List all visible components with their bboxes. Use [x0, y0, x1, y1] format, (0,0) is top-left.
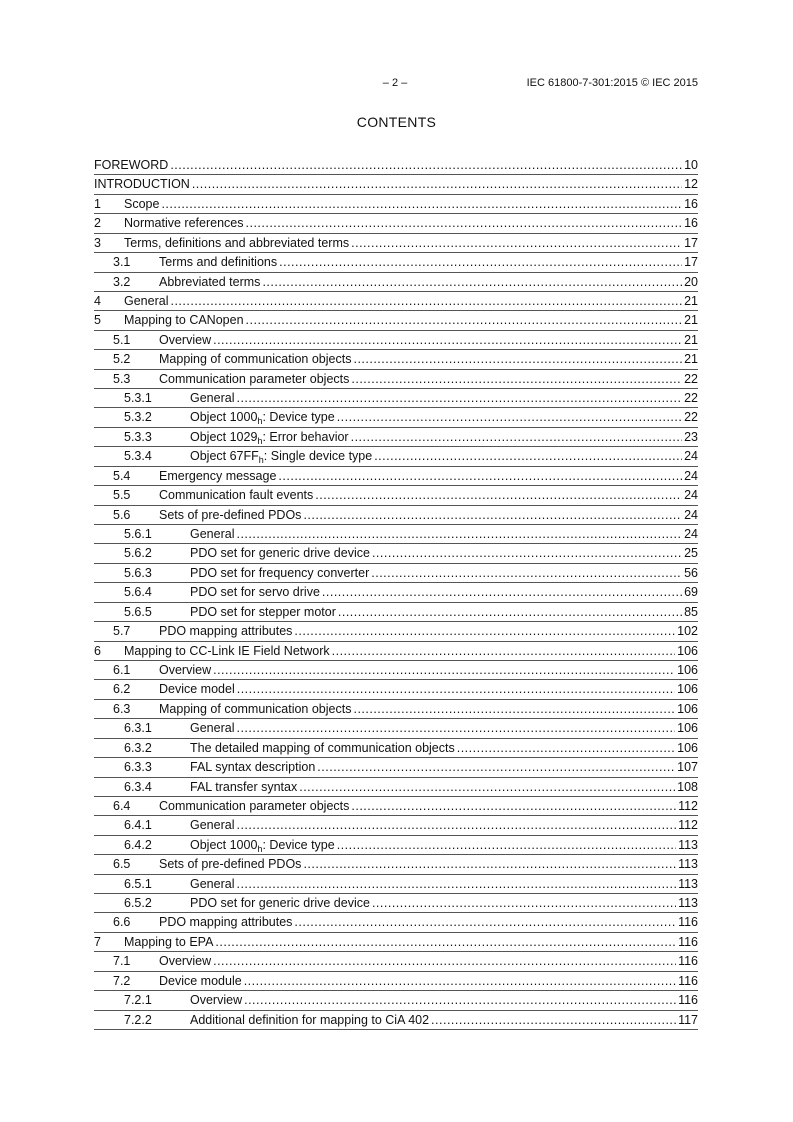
dot-leader: [351, 234, 682, 253]
toc-entry[interactable]: [94, 467, 698, 486]
toc-entry-page: 85: [684, 604, 698, 619]
toc-entry-title: Mapping of communication objects: [159, 701, 352, 716]
toc-entry-number: 5: [94, 313, 101, 328]
toc-entry[interactable]: [94, 350, 698, 369]
toc-entry[interactable]: [94, 603, 698, 622]
toc-entry-title: Communication parameter objects: [159, 371, 350, 386]
toc-entry-title: Device module: [159, 973, 242, 988]
dot-leader: [236, 389, 682, 408]
toc-entry-number: 7.1: [113, 954, 131, 969]
dot-leader: [246, 214, 683, 233]
toc-entry[interactable]: [94, 836, 698, 855]
toc-entry-number: 7: [94, 934, 101, 949]
dot-leader: [303, 506, 682, 525]
toc-entry-title: Additional definition for mapping to CiA 402: [190, 1012, 430, 1027]
toc-entry-page: 21: [684, 293, 698, 308]
dot-leader: [161, 195, 682, 214]
toc-entry-title: PDO set for servo drive: [190, 585, 320, 600]
dot-leader: [337, 836, 676, 855]
toc-entry[interactable]: [94, 389, 698, 408]
toc-entry-number: 6.3.3: [124, 760, 152, 775]
toc-entry-page: 21: [684, 332, 698, 347]
toc-entry[interactable]: [94, 972, 698, 991]
toc-entry[interactable]: [94, 758, 698, 777]
toc-entry[interactable]: [94, 661, 698, 680]
toc-entry-page: 112: [678, 818, 698, 833]
dot-leader: [294, 622, 675, 641]
toc-entry-page: 16: [684, 216, 698, 231]
toc-entry-page: 16: [684, 196, 698, 211]
toc-entry-number: 5.3.4: [124, 449, 152, 464]
toc-entry-number: 1: [94, 196, 101, 211]
toc-entry-page: 113: [678, 857, 698, 872]
toc-entry-page: 23: [684, 429, 698, 444]
standard-reference: IEC 61800-7-301:2015 © IEC 2015: [526, 77, 698, 89]
toc-entry-number: 6.3.4: [124, 779, 152, 794]
dot-leader: [353, 700, 675, 719]
dot-leader: [170, 292, 682, 311]
toc-entry-title: Object $67FF_h$: Single device type: [190, 449, 373, 466]
toc-entry-page: 20: [684, 274, 698, 289]
toc-entry-title: General: [190, 721, 235, 736]
toc-entry-title: Communication fault events: [159, 488, 314, 503]
toc-entry[interactable]: [94, 622, 698, 641]
toc-entry[interactable]: [94, 214, 698, 233]
toc-entry-title: General: [190, 818, 235, 833]
dot-leader: [213, 952, 676, 971]
toc-entry-page: 113: [678, 837, 698, 852]
toc-entry-number: 7.2: [113, 973, 131, 988]
dot-leader: [237, 680, 675, 699]
toc-entry-number: 6.2: [113, 682, 131, 697]
toc-entry-page: 24: [684, 507, 698, 522]
dot-leader: [317, 758, 675, 777]
toc-entry-page: 117: [678, 1012, 698, 1027]
toc-entry[interactable]: [94, 311, 698, 330]
toc-entry-title: Overview: [159, 662, 212, 677]
toc-entry-title: Sets of pre-defined PDOs: [159, 507, 302, 522]
toc-entry-page: 25: [684, 546, 698, 561]
dot-leader: [303, 855, 676, 874]
dot-leader: [279, 253, 682, 272]
dot-leader: [372, 544, 682, 563]
toc-entry[interactable]: [94, 370, 698, 389]
toc-entry-number: 6.3.2: [124, 740, 152, 755]
dot-leader: [372, 894, 676, 913]
toc-entry-page: 106: [677, 740, 698, 755]
toc-entry-number: 2: [94, 216, 101, 231]
toc-entry-number: 6.3: [113, 701, 131, 716]
toc-entry[interactable]: [94, 486, 698, 505]
toc-entry-title: PDO mapping attributes: [159, 915, 293, 930]
toc-entry-number: 5.6.3: [124, 565, 152, 580]
toc-entry-title: Mapping to CC-Link IE Field Network: [124, 643, 330, 658]
toc-entry[interactable]: [94, 894, 698, 913]
toc-entry-title: Terms and definitions: [159, 255, 278, 270]
dot-leader: [244, 972, 676, 991]
toc-entry[interactable]: [94, 642, 698, 661]
toc-entry-page: 21: [684, 313, 698, 328]
toc-entry-subscript: h: [257, 435, 263, 446]
dot-leader: [315, 486, 682, 505]
toc-entry-page: 113: [678, 896, 698, 911]
dot-leader: [374, 447, 682, 466]
toc-entry-number: 6.1: [113, 662, 131, 677]
toc-entry[interactable]: [94, 680, 698, 699]
toc-entry-page: 17: [684, 255, 698, 270]
toc-entry-number: 6.3.1: [124, 721, 152, 736]
toc-entry-number: 5.3.3: [124, 429, 152, 444]
dot-leader: [431, 1011, 676, 1030]
toc-entry-title: FAL transfer syntax: [190, 779, 298, 794]
toc-entry[interactable]: [94, 544, 698, 563]
toc-entry[interactable]: [94, 447, 698, 466]
page-number: – 2 –: [382, 77, 408, 89]
toc-entry-number: 5.3.1: [124, 391, 152, 406]
toc-entry[interactable]: [94, 273, 698, 292]
toc-entry-title: Object $1000_h$: Device type: [190, 410, 335, 427]
toc-entry-number: 3: [94, 235, 101, 250]
toc-entry-page: 106: [677, 701, 698, 716]
toc-entry-page: 116: [678, 993, 698, 1008]
toc-entry-page: 106: [677, 643, 698, 658]
toc-entry-title: General: [190, 391, 235, 406]
toc-entry-title: PDO set for frequency converter: [190, 565, 370, 580]
dot-leader: [294, 913, 676, 932]
toc-entry-title: FOREWORD: [94, 158, 169, 172]
dot-leader: [215, 933, 676, 952]
toc-entry-number: 6.5: [113, 857, 131, 872]
toc-entry[interactable]: [94, 933, 698, 952]
toc-entry-number: 5.6.4: [124, 585, 152, 600]
toc-entry-number: 4: [94, 293, 101, 308]
toc-entry[interactable]: [94, 506, 698, 525]
toc-entry-number: 5.4: [113, 468, 131, 483]
dot-leader: [457, 739, 675, 758]
toc-entry-number: 6.4: [113, 798, 131, 813]
dot-leader: [351, 370, 682, 389]
toc-entry-title: Overview: [159, 332, 212, 347]
toc-entry[interactable]: [94, 583, 698, 602]
toc-entry-title: INTRODUCTION: [94, 177, 190, 192]
dot-leader: [262, 273, 682, 292]
dot-leader: [351, 797, 676, 816]
dot-leader: [236, 816, 676, 835]
toc-entry-number: 6.5.1: [124, 876, 152, 891]
toc-entry-page: 112: [678, 798, 698, 813]
toc-entry-page: 56: [684, 565, 698, 580]
dot-leader: [213, 331, 682, 350]
toc-entry-page: 12: [684, 177, 698, 192]
contents-title: CONTENTS: [356, 114, 437, 130]
toc-entry[interactable]: [94, 913, 698, 932]
toc-entry-page: 106: [677, 682, 698, 697]
toc-entry-title: PDO set for stepper motor: [190, 604, 336, 619]
toc-entry-number: 5.6.1: [124, 527, 152, 542]
toc-entry-page: 69: [684, 585, 698, 600]
dot-leader: [236, 875, 676, 894]
toc-entry-number: 7.2.2: [124, 1012, 152, 1027]
toc-entry[interactable]: [94, 253, 698, 272]
toc-entry-number: 5.3.2: [124, 410, 152, 425]
toc-entry[interactable]: [94, 778, 698, 797]
toc-entry[interactable]: [94, 234, 698, 253]
toc-entry-page: 24: [684, 488, 698, 503]
toc-entry-page: 24: [684, 527, 698, 542]
toc-entry-page: 107: [677, 760, 698, 775]
toc-entry-page: 113: [678, 876, 698, 891]
toc-entry-title: Overview: [190, 993, 243, 1008]
toc-entry-title: PDO set for generic drive device: [190, 546, 370, 561]
toc-entry-page: 10: [684, 158, 698, 172]
toc-entry-title: Overview: [159, 954, 212, 969]
toc-entry[interactable]: [94, 428, 698, 447]
toc-entry-page: 24: [684, 468, 698, 483]
dot-leader: [246, 311, 683, 330]
dot-leader: [170, 156, 682, 175]
toc-entry[interactable]: [94, 331, 698, 350]
toc-entry-title: Mapping of communication objects: [159, 352, 352, 367]
toc-entry-page: 22: [684, 391, 698, 406]
toc-entry-number: 6: [94, 643, 101, 658]
toc-entry[interactable]: [94, 739, 698, 758]
toc-entry-number: 5.2: [113, 352, 131, 367]
toc-entry[interactable]: [94, 855, 698, 874]
toc-entry[interactable]: [94, 816, 698, 835]
dot-leader: [338, 603, 682, 622]
dot-leader: [332, 642, 676, 661]
toc-entry-title: PDO mapping attributes: [159, 624, 293, 639]
toc-entry-title: PDO set for generic drive device: [190, 896, 370, 911]
dot-leader: [192, 175, 682, 194]
table-of-contents: [94, 156, 698, 1030]
dot-leader: [299, 778, 675, 797]
toc-entry[interactable]: [94, 952, 698, 971]
toc-entry[interactable]: [94, 700, 698, 719]
toc-entry-number: 6.5.2: [124, 896, 152, 911]
toc-entry[interactable]: [94, 408, 698, 427]
toc-entry-number: 3.1: [113, 255, 131, 270]
toc-entry-number: 5.3: [113, 371, 131, 386]
toc-entry[interactable]: [94, 991, 698, 1010]
toc-entry-title: Device model: [159, 682, 235, 697]
toc-entry-subscript: h: [257, 843, 263, 854]
toc-entry-title: Object $1029_h$: Error behavior: [190, 429, 349, 446]
toc-entry-page: 22: [684, 410, 698, 425]
toc-entry-page: 21: [684, 352, 698, 367]
dot-leader: [353, 350, 682, 369]
toc-entry-page: 116: [678, 954, 698, 969]
toc-entry-number: 6.4.1: [124, 818, 152, 833]
toc-entry-subscript: h: [258, 455, 264, 466]
toc-entry-subscript: h: [257, 416, 263, 427]
dot-leader: [278, 467, 682, 486]
toc-entry-page: 17: [684, 235, 698, 250]
toc-entry-number: 3.2: [113, 274, 131, 289]
toc-entry-page: 116: [678, 973, 698, 988]
toc-entry-page: 106: [677, 662, 698, 677]
toc-entry-page: 116: [678, 934, 698, 949]
toc-entry-number: 5.6: [113, 507, 131, 522]
toc-entry[interactable]: [94, 175, 698, 194]
toc-entry-title: The detailed mapping of communication objects: [190, 740, 455, 755]
dot-leader: [337, 408, 682, 427]
toc-entry-page: 106: [677, 721, 698, 736]
toc-entry-number: 5.6.5: [124, 604, 152, 619]
toc-entry-title: Sets of pre-defined PDOs: [159, 857, 302, 872]
toc-entry[interactable]: [94, 525, 698, 544]
toc-entry-page: 102: [677, 624, 698, 639]
toc-entry-number: 6.4.2: [124, 837, 152, 852]
toc-entry-number: 5.7: [113, 624, 131, 639]
dot-leader: [213, 661, 675, 680]
toc-entry[interactable]: [94, 1011, 698, 1030]
toc-entry-page: 116: [678, 915, 698, 930]
dot-leader: [322, 583, 682, 602]
toc-entry-title: Object $1000_h$: Device type: [190, 837, 335, 854]
toc-entry-title: Mapping to EPA: [124, 934, 214, 949]
toc-entry[interactable]: [94, 564, 698, 583]
toc-entry-number: 5.5: [113, 488, 131, 503]
toc-entry-title: Emergency message: [159, 468, 277, 483]
toc-entry[interactable]: [94, 292, 698, 311]
toc-entry-page: 24: [684, 449, 698, 464]
toc-entry-title: Mapping to CANopen: [124, 313, 244, 328]
toc-entry-number: 5.1: [113, 332, 131, 347]
toc-entry-title: Terms, definitions and abbreviated terms: [124, 235, 350, 250]
dot-leader: [244, 991, 676, 1010]
toc-entry-title: General: [190, 876, 235, 891]
toc-entry-title: General: [190, 527, 235, 542]
toc-entry-title: Abbreviated terms: [159, 274, 261, 289]
dot-leader: [236, 719, 675, 738]
toc-entry[interactable]: [94, 719, 698, 738]
toc-entry-title: Communication parameter objects: [159, 798, 350, 813]
toc-entry-number: 7.2.1: [124, 993, 152, 1008]
toc-entry[interactable]: [94, 797, 698, 816]
dot-leader: [236, 525, 682, 544]
toc-entry-title: Scope: [124, 196, 160, 211]
toc-entry-title: Normative references: [124, 216, 244, 231]
toc-entry-page: 108: [677, 779, 698, 794]
toc-entry-title: General: [124, 293, 169, 308]
dot-leader: [351, 428, 683, 447]
toc-entry[interactable]: [94, 875, 698, 894]
toc-entry[interactable]: [94, 195, 698, 214]
toc-entry-page: 22: [684, 371, 698, 386]
dot-leader: [371, 564, 682, 583]
toc-entry[interactable]: [94, 156, 698, 175]
toc-entry-number: 5.6.2: [124, 546, 152, 561]
toc-entry-title: FAL syntax description: [190, 760, 316, 775]
toc-entry-number: 6.6: [113, 915, 131, 930]
